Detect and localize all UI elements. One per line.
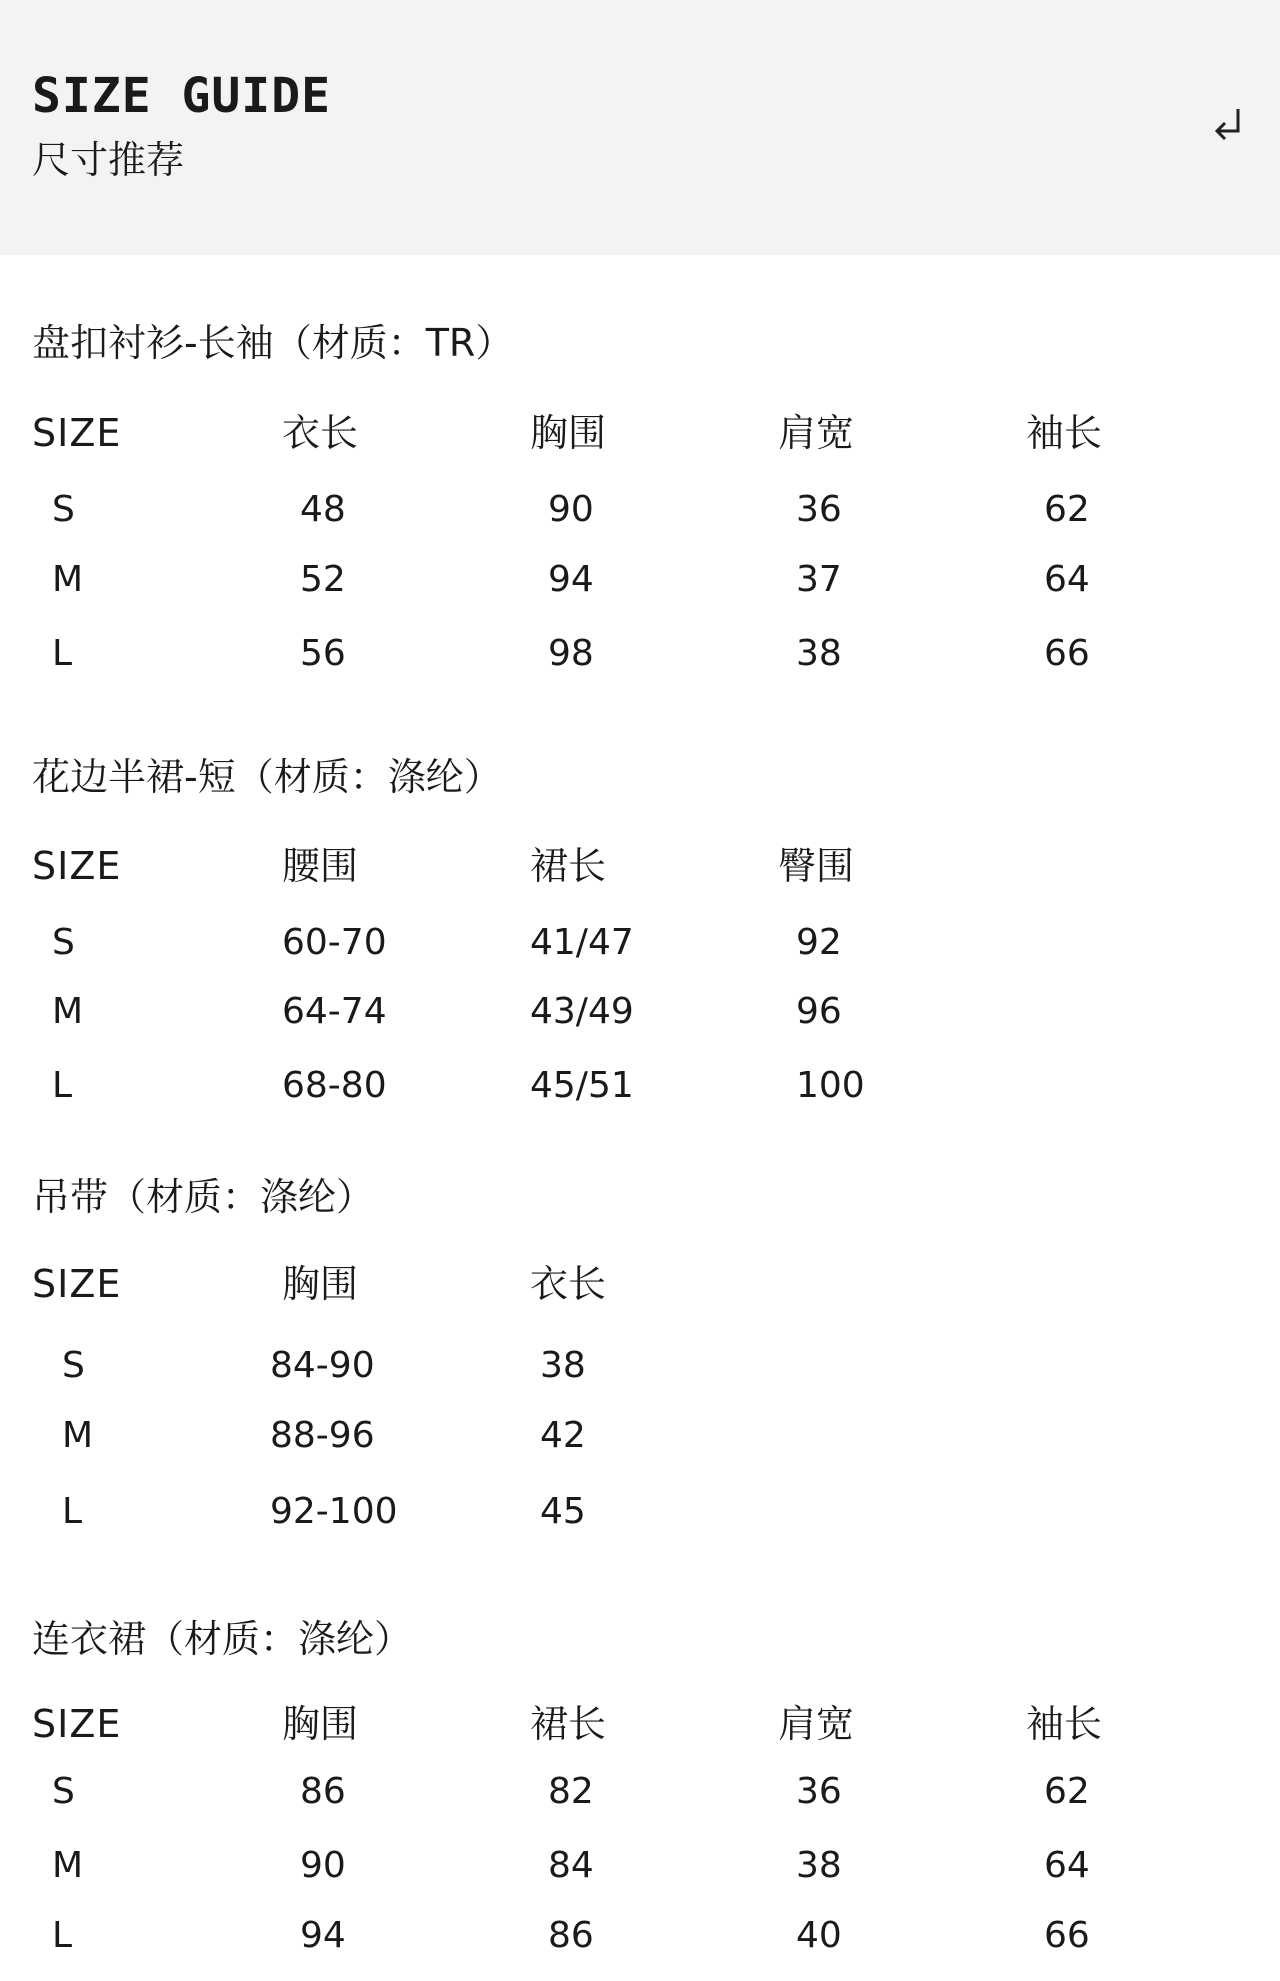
table-cell: 60-70 xyxy=(282,922,387,963)
table-cell: 64 xyxy=(1044,1845,1090,1886)
column-header: 衣长 xyxy=(530,1262,607,1306)
table-cell: M xyxy=(52,1845,84,1886)
table-cell: L xyxy=(52,1065,73,1106)
column-header: 臀围 xyxy=(778,844,855,888)
column-header: 肩宽 xyxy=(778,1702,855,1746)
table-cell: 48 xyxy=(300,489,346,530)
table-cell: 94 xyxy=(548,559,594,600)
table-cell: M xyxy=(52,559,84,600)
table-cell: L xyxy=(62,1491,83,1532)
column-header: SIZE xyxy=(32,844,122,888)
table-cell: 84 xyxy=(548,1845,594,1886)
section-title-shirt: 盘扣衬衫-长袖（材质：TR） xyxy=(32,321,514,365)
table-cell: 38 xyxy=(796,633,842,674)
table-cell: 86 xyxy=(548,1915,594,1956)
table-cell: 45 xyxy=(540,1491,586,1532)
column-header: 胸围 xyxy=(282,1262,359,1306)
table-cell: 68-80 xyxy=(282,1065,387,1106)
table-cell: 36 xyxy=(796,489,842,530)
table-cell: L xyxy=(52,1915,73,1956)
table-cell: M xyxy=(62,1415,94,1456)
column-header: SIZE xyxy=(32,1262,122,1306)
column-header: SIZE xyxy=(32,411,122,455)
table-cell: 37 xyxy=(796,559,842,600)
table-cell: 45/51 xyxy=(530,1065,634,1106)
table-cell: S xyxy=(52,922,75,963)
table-cell: 56 xyxy=(300,633,346,674)
table-cell: 62 xyxy=(1044,1771,1090,1812)
table-cell: 84-90 xyxy=(270,1345,375,1386)
table-cell: 98 xyxy=(548,633,594,674)
table-cell: 66 xyxy=(1044,633,1090,674)
table-cell: 90 xyxy=(300,1845,346,1886)
table-cell: 90 xyxy=(548,489,594,530)
table-cell: S xyxy=(62,1345,85,1386)
table-cell: 52 xyxy=(300,559,346,600)
table-cell: 38 xyxy=(796,1845,842,1886)
table-cell: 92 xyxy=(796,922,842,963)
table-cell: 64-74 xyxy=(282,991,387,1032)
table-cell: S xyxy=(52,1771,75,1812)
table-cell: 62 xyxy=(1044,489,1090,530)
column-header: 裙长 xyxy=(530,844,607,888)
table-cell: 66 xyxy=(1044,1915,1090,1956)
section-title-skirt: 花边半裙-短（材质：涤纶） xyxy=(32,755,502,799)
table-cell: 86 xyxy=(300,1771,346,1812)
column-header: 腰围 xyxy=(282,844,359,888)
page-title: SIZE GUIDE xyxy=(32,68,331,124)
column-header: 袖长 xyxy=(1026,411,1103,455)
table-cell: 64 xyxy=(1044,559,1090,600)
table-cell: 82 xyxy=(548,1771,594,1812)
header xyxy=(0,0,1280,255)
column-header: 肩宽 xyxy=(778,411,855,455)
table-cell: 100 xyxy=(796,1065,865,1106)
table-cell: S xyxy=(52,489,75,530)
table-cell: 42 xyxy=(540,1415,586,1456)
page-subtitle: 尺寸推荐 xyxy=(32,138,185,182)
column-header: SIZE xyxy=(32,1702,122,1746)
column-header: 袖长 xyxy=(1026,1702,1103,1746)
table-cell: 36 xyxy=(796,1771,842,1812)
table-cell: 43/49 xyxy=(530,991,634,1032)
table-cell: 92-100 xyxy=(270,1491,398,1532)
table-cell: 94 xyxy=(300,1915,346,1956)
table-cell: 40 xyxy=(796,1915,842,1956)
table-cell: 41/47 xyxy=(530,922,634,963)
table-cell: M xyxy=(52,991,84,1032)
table-cell: L xyxy=(52,633,73,674)
column-header: 胸围 xyxy=(530,411,607,455)
table-cell: 38 xyxy=(540,1345,586,1386)
table-cell: 88-96 xyxy=(270,1415,375,1456)
column-header: 裙长 xyxy=(530,1702,607,1746)
column-header: 胸围 xyxy=(282,1702,359,1746)
table-cell: 96 xyxy=(796,991,842,1032)
section-title-camisole: 吊带（材质：涤纶） xyxy=(32,1175,375,1219)
return-arrow-icon[interactable] xyxy=(1212,105,1246,145)
column-header: 衣长 xyxy=(282,411,359,455)
section-title-dress: 连衣裙（材质：涤纶） xyxy=(32,1617,413,1661)
